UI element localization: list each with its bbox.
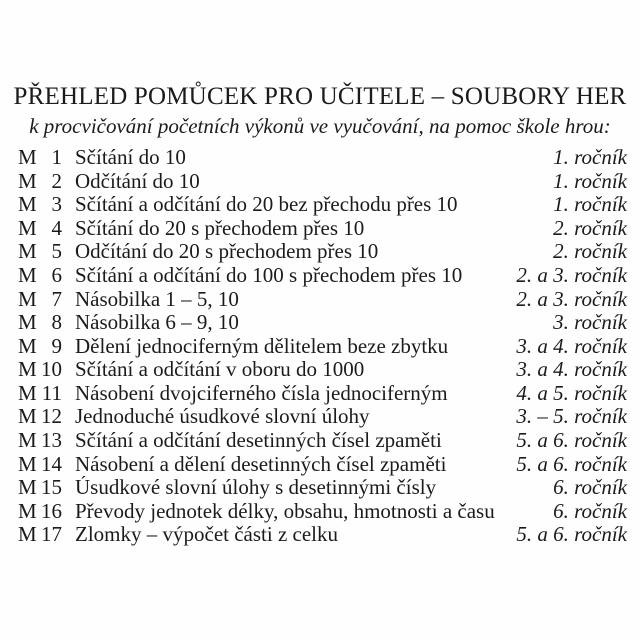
list-item [18,523,627,547]
list-item [18,146,627,170]
page-title: PŘEHLED POMŮCEK PRO UČITELE – SOUBORY HER [13,83,627,110]
list-item [18,500,627,524]
item-title: Úsudkové slovní úlohy s desetinnými čísly [75,476,437,500]
item-number: 10 [41,357,62,382]
item-grade: 5. a 6. ročník [516,428,627,453]
item-code: M [18,144,37,169]
list-item [18,240,627,264]
item-number: 4 [51,215,62,240]
list-item [18,193,627,217]
item-number: 1 [51,144,62,169]
item-grade: 2. a 3. ročník [516,262,627,287]
item-number: 14 [41,451,62,476]
item-number: 2 [51,168,62,193]
item-number: 7 [51,286,62,311]
item-code: M [18,475,37,500]
item-code: M [18,357,37,382]
item-title: Sčítání do 20 s přechodem přes 10 [75,216,365,240]
item-number: 16 [41,498,62,523]
item-number: 6 [51,262,62,287]
item-code: M [18,310,37,335]
item-code: M [18,404,37,429]
list-item [18,358,627,382]
item-code: M [18,286,37,311]
item-code: M [18,522,37,547]
item-number: 9 [51,333,62,358]
item-grade: 5. a 6. ročník [516,522,627,547]
item-code: M [18,380,37,405]
item-grade: 1. ročník [553,168,627,193]
item-number: 12 [41,404,62,429]
list-item [18,170,627,194]
item-code: M [18,451,37,476]
list-item [18,264,627,288]
item-title: Sčítání do 10 [75,145,186,169]
item-title: Odčítání do 20 s přechodem přes 10 [75,240,379,264]
item-title: Dělení jednociferným dělitelem beze zbytku [75,334,449,358]
list-item [18,217,627,241]
item-title: Jednoduché úsudkové slovní úlohy [75,405,370,429]
item-title: Zlomky – výpočet části z celku [75,523,339,547]
list-item [18,288,627,312]
item-grade: 2. ročník [553,239,627,264]
page-subtitle: k procvičování početních výkonů ve vyučování, na pomoc škole hrou: [29,113,611,138]
item-number: 5 [51,239,62,264]
item-code: M [18,239,37,264]
list-item [18,476,627,500]
list-item [18,311,627,335]
item-number: 8 [51,310,62,335]
item-grade: 4. a 5. ročník [516,380,627,405]
item-code: M [18,498,37,523]
list-item [18,453,627,477]
item-title: Sčítání a odčítání v oboru do 1000 [75,358,365,382]
item-grade: 1. ročník [553,144,627,169]
list-item [18,335,627,359]
item-number: 17 [41,522,62,547]
item-number: 3 [51,192,62,217]
item-code: M [18,428,37,453]
item-grade: 6. ročník [553,475,627,500]
item-grade: 3. – 5. ročník [516,404,627,429]
item-grade: 3. ročník [553,310,627,335]
item-number: 11 [41,380,62,405]
list-item [18,382,627,406]
item-grade: 2. a 3. ročník [516,286,627,311]
item-title: Násobení dvojciferného čísla jednociferným [75,381,448,405]
item-code: M [18,215,37,240]
item-code: M [18,262,37,287]
list-item [18,405,627,429]
item-number: 15 [41,475,62,500]
item-number: 13 [41,428,62,453]
item-title: Převody jednotek délky, obsahu, hmotnosti a času [75,499,495,523]
item-code: M [18,168,37,193]
item-title: Sčítání a odčítání do 20 bez přechodu přes 10 [75,193,458,217]
item-grade: 6. ročník [553,498,627,523]
item-grade: 5. a 6. ročník [516,451,627,476]
item-title: Násobilka 6 – 9, 10 [75,311,239,335]
list-item [18,429,627,453]
item-code: M [18,192,37,217]
item-grade: 3. a 4. ročník [516,333,627,358]
item-grade: 3. a 4. ročník [516,357,627,382]
item-title: Sčítání a odčítání desetinných čísel zpaměti [75,429,442,453]
item-title: Násobení a dělení desetinných čísel zpaměti [75,452,447,476]
item-title: Násobilka 1 – 5, 10 [75,287,239,311]
item-title: Sčítání a odčítání do 100 s přechodem přes 10 [75,263,463,287]
item-code: M [18,333,37,358]
item-grade: 1. ročník [553,192,627,217]
item-title: Odčítání do 10 [75,169,200,193]
teaching-aids-list [0,146,640,547]
item-grade: 2. ročník [553,215,627,240]
